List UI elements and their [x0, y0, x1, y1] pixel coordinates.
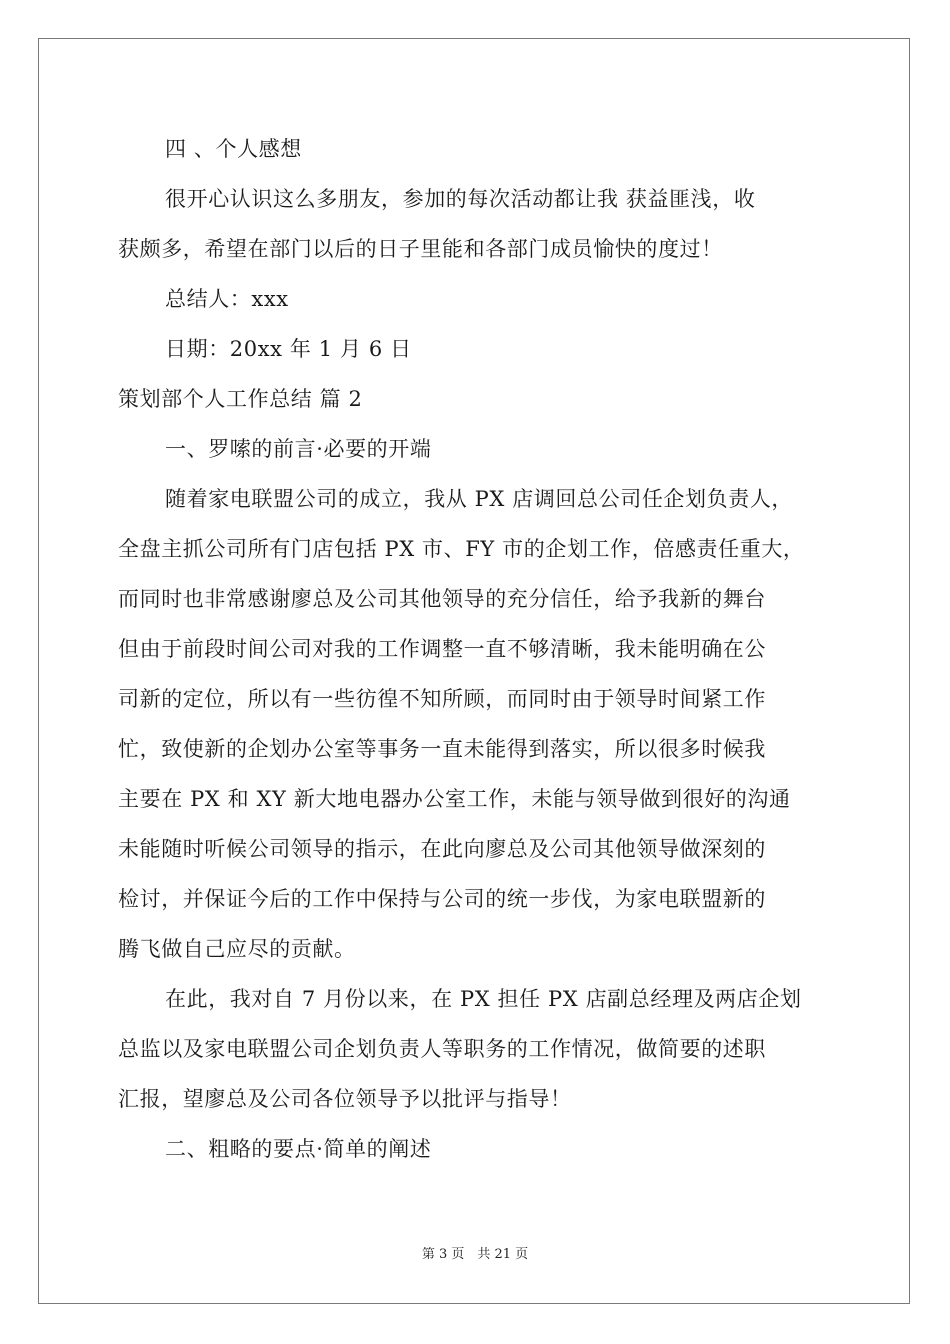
paragraph-line: 汇报，望廖总及公司各位领导予以批评与指导！ — [118, 1087, 572, 1111]
section-heading-personal-feelings: 四 、个人感想 — [165, 137, 302, 161]
paragraph-line: 随着家电联盟公司的成立，我从 PX 店调回总公司任企划负责人， — [165, 487, 794, 511]
paragraph-line: 主要在 PX 和 XY 新大地电器办公室工作，未能与领导做到很好的沟通 — [118, 787, 791, 811]
paragraph-line: 而同时也非常感谢廖总及公司其他领导的充分信任，给予我新的舞台 — [118, 587, 766, 611]
paragraph-line: 未能随时听候公司领导的指示，在此向廖总及公司其他领导做深刻的 — [118, 837, 766, 861]
paragraph-line: 在此，我对自 7 月份以来，在 PX 担任 PX 店副总经理及两店企划 — [165, 987, 802, 1011]
paragraph-line: 忙，致使新的企划办公室等事务一直未能得到落实，所以很多时候我 — [118, 737, 766, 761]
paragraph-line: 很开心认识这么多朋友，参加的每次活动都让我 获益匪浅，收 — [165, 187, 756, 211]
page-number-footer: 第 3 页 共 21 页 — [421, 1247, 529, 1262]
paragraph-line: 司新的定位，所以有一些彷徨不知所顾，而同时由于领导时间紧工作 — [118, 687, 766, 711]
date-line: 日期：20xx 年 1 月 6 日 — [165, 337, 412, 361]
paragraph-line: 腾飞做自己应尽的贡献。 — [118, 937, 356, 961]
paragraph-line: 总监以及家电联盟公司企划负责人等职务的工作情况，做简要的述职 — [118, 1037, 766, 1061]
summarizer-line: 总结人：xxx — [165, 287, 289, 311]
paragraph-line: 全盘主抓公司所有门店包括 PX 市、FY 市的企划工作，倍感责任重大， — [118, 537, 805, 561]
section-heading-key-points: 二、粗略的要点·简单的阐述 — [165, 1137, 432, 1161]
paragraph-line: 但由于前段时间公司对我的工作调整一直不够清晰，我未能明确在公 — [118, 637, 766, 661]
page-frame — [38, 38, 910, 1304]
article-title: 策划部个人工作总结 篇 2 — [118, 387, 363, 411]
paragraph-line: 检讨，并保证今后的工作中保持与公司的统一步伐，为家电联盟新的 — [118, 887, 766, 911]
section-heading-preface: 一、罗嗦的前言·必要的开端 — [165, 437, 432, 461]
paragraph-line: 获颇多，希望在部门以后的日子里能和各部门成员愉快的度过！ — [118, 237, 723, 261]
